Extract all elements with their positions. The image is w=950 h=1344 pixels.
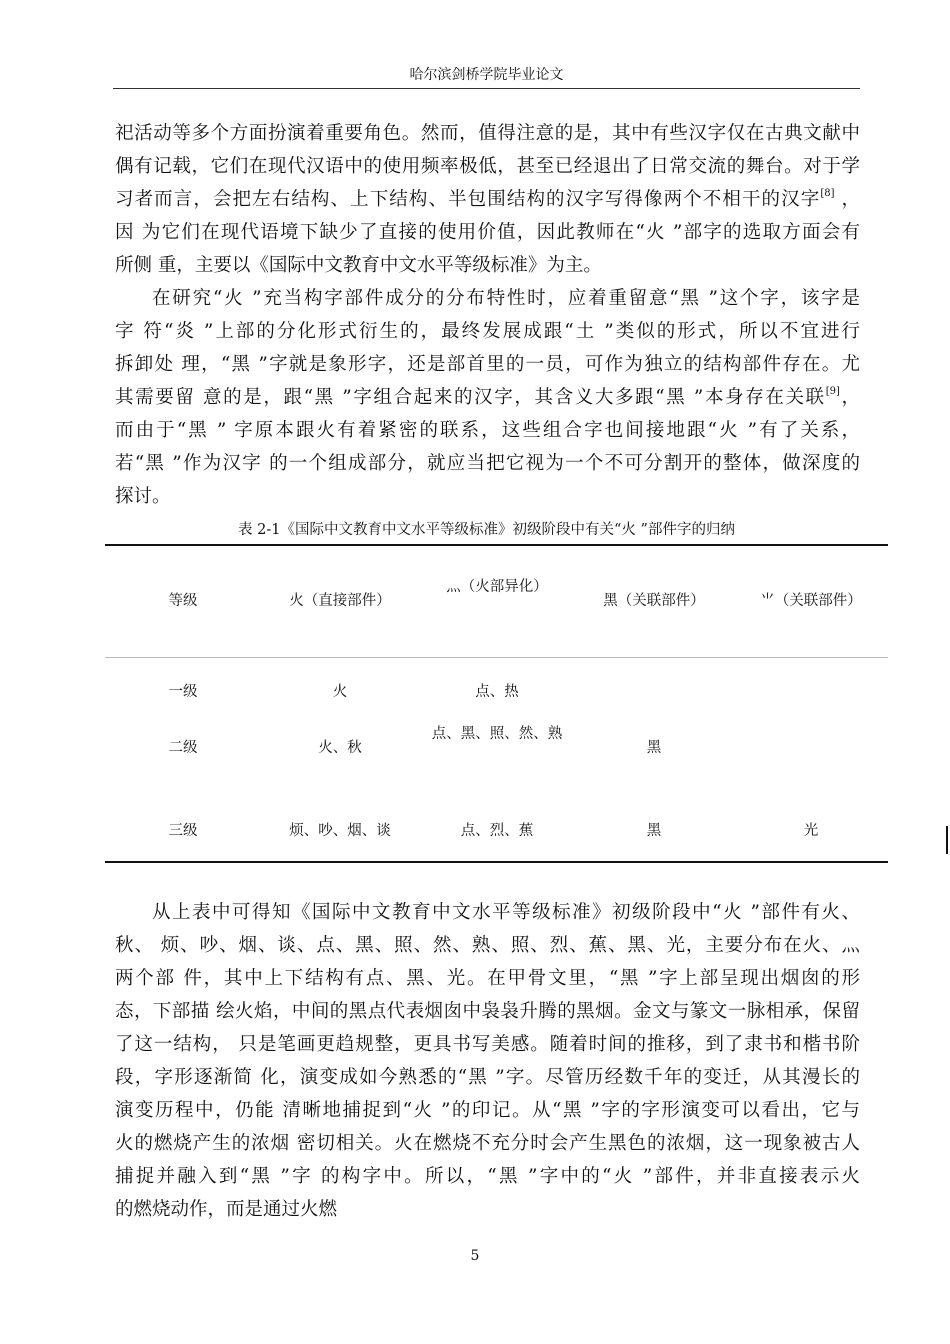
table-header-rule <box>105 657 888 658</box>
line-text: 演变历程中，仍能 清晰地捕捉到“火 ”的印记。从“黑 ”字的字形演变可以看出，它与 <box>115 1100 860 1121</box>
text-line <box>115 1100 860 1122</box>
text-line <box>115 968 860 990</box>
table-header-cell: 等级 <box>168 593 198 609</box>
text-line <box>115 123 860 145</box>
line-text: 在研究“火 ”充当构字部件成分的分布特性时，应着重留意“黑 ”这个字，该字是 <box>152 288 860 309</box>
table-cell: 点、热 <box>475 684 519 700</box>
text-line <box>152 288 860 310</box>
line-text: 习者而言，会把左右结构、上下结构、半包围结构的汉字写得像两个不相干的汉字 <box>115 189 821 210</box>
line-text: 偶有记载，它们在现代汉语中的使用频率极低，甚至已经退出了日常交流的舞台。对于学 <box>115 156 860 177</box>
table-cell: 烦、吵、烟、谈 <box>289 823 391 839</box>
text-line <box>115 486 860 508</box>
table-top-rule <box>105 544 888 546</box>
table-cell: 火 <box>332 684 348 700</box>
text-line <box>115 453 860 475</box>
line-text: 从上表中可得知《国际中文教育中文水平等级标准》初级阶段中“火 ”部件有火、 <box>152 902 860 923</box>
text-line <box>115 420 860 442</box>
table-header-cell: ⺌（关联部件） <box>760 593 862 609</box>
line-text: 拆卸处 理，“黑 ”字就是象形字，还是部首里的一员，可作为独立的结构部件存在。尤 <box>115 354 860 375</box>
line-text: 而由于“黑 ” 字原本跟火有着紧密的联系，这些组合字也间接地跟“火 ”有了关系， <box>115 420 860 441</box>
table-header-cell: 灬（火部异化） <box>446 579 548 595</box>
text-line <box>115 354 860 376</box>
line-text: 的燃烧动作，而是通过火燃 <box>115 1199 338 1220</box>
table-cell: 黑 <box>646 823 662 839</box>
citation-ref: [9] <box>825 386 840 397</box>
line-text: 秋、 烦、吵、烟、谈、点、黑、照、然、熟、照、烈、蕉、黑、光，主要分布在火、灬 <box>115 935 860 956</box>
line-text: 段，字形逐渐简 化，演变成如今熟悉的“黑 ”字。尽管历经数千年的变迁，从其漫长的 <box>115 1067 860 1088</box>
table-cell: 光 <box>803 823 819 839</box>
line-text: 探讨。 <box>115 486 171 507</box>
text-line <box>115 1067 860 1089</box>
citation-ref: [8] <box>820 188 835 199</box>
text-line <box>115 935 860 957</box>
table-caption: 表 2-1《国际中文教育中文水平等级标准》初级阶段中有关“火 ”部件字的归纳 <box>238 522 735 538</box>
punctuation: ， <box>839 387 860 408</box>
table-cell: 黑 <box>646 740 662 756</box>
line-text: 了这一结构， 只是笔画更趋规整，更具书写美感。随着时间的推移，到了隶书和楷书阶 <box>115 1034 860 1055</box>
table-cell: 火、秋 <box>318 740 362 756</box>
header-divider <box>113 88 860 89</box>
text-line <box>115 156 860 178</box>
table-bottom-rule <box>105 861 888 863</box>
line-text: 捕捉并融入到“黑 ”字 的构字中。所以，“黑 ”字中的“火 ”部件，并非直接表示火 <box>115 1166 860 1187</box>
table-header-cell: 火（直接部件） <box>289 593 391 609</box>
table-header-cell: 黑（关联部件） <box>603 593 705 609</box>
page-number: 5 <box>470 1248 480 1264</box>
line-text: 态，下部描 绘火焰，中间的黑点代表烟囱中袅袅升腾的黑烟。金文与篆文一脉相承，保留 <box>115 1001 860 1022</box>
line-text: 火的燃烧产生的浓烟 密切相关。火在燃烧不充分时会产生黑色的浓烟，这一现象被古人 <box>115 1133 860 1154</box>
text-line <box>115 321 860 343</box>
line-text: 字 符“炎 ”上部的分化形式衍生的，最终发展成跟“土 ”类似的形式，所以不宜进行 <box>115 321 860 342</box>
text-line <box>115 1133 860 1155</box>
punctuation: ， <box>834 189 860 210</box>
line-text: 其需要留 意的是，跟“黑 ”字组合起来的汉字，其含义大多跟“黑 ”本身存在关联 <box>115 387 826 408</box>
text-line <box>115 1166 860 1188</box>
text-line <box>152 902 860 924</box>
line-text: 所侧 重，主要以《国际中文教育中文水平等级标准》为主。 <box>115 255 602 276</box>
line-text: 祀活动等多个方面扮演着重要角色。然而，值得注意的是，其中有些汉字仅在古典文献中 <box>115 123 860 144</box>
running-header: 哈尔滨剑桥学院毕业论文 <box>409 67 564 83</box>
text-line <box>115 1034 860 1056</box>
text-line <box>115 222 860 244</box>
table-cell: 一级 <box>168 684 198 700</box>
table-cell: 三级 <box>168 823 198 839</box>
text-line <box>115 189 860 211</box>
line-text: 若“黑 ”作为汉字 的一个组成部分，就应当把它视为一个不可分割开的整体，做深度的 <box>115 453 860 474</box>
text-line <box>115 1199 860 1221</box>
line-text: 因 为它们在现代语境下缺少了直接的使用价值，因此教师在“火 ”部字的选取方面会有 <box>115 222 860 243</box>
page-edge-mark <box>946 826 948 854</box>
table-cell: 点、黑、照、然、熟 <box>431 726 563 742</box>
table-cell: 点、烈、蕉 <box>460 823 534 839</box>
text-line <box>115 387 860 409</box>
table-cell: 二级 <box>168 740 198 756</box>
text-line <box>115 255 860 277</box>
text-line <box>115 1001 860 1023</box>
line-text: 两个部 件，其中上下结构有点、黑、光。在甲骨文里，“黑 ”字上部呈现出烟囱的形 <box>115 968 860 989</box>
